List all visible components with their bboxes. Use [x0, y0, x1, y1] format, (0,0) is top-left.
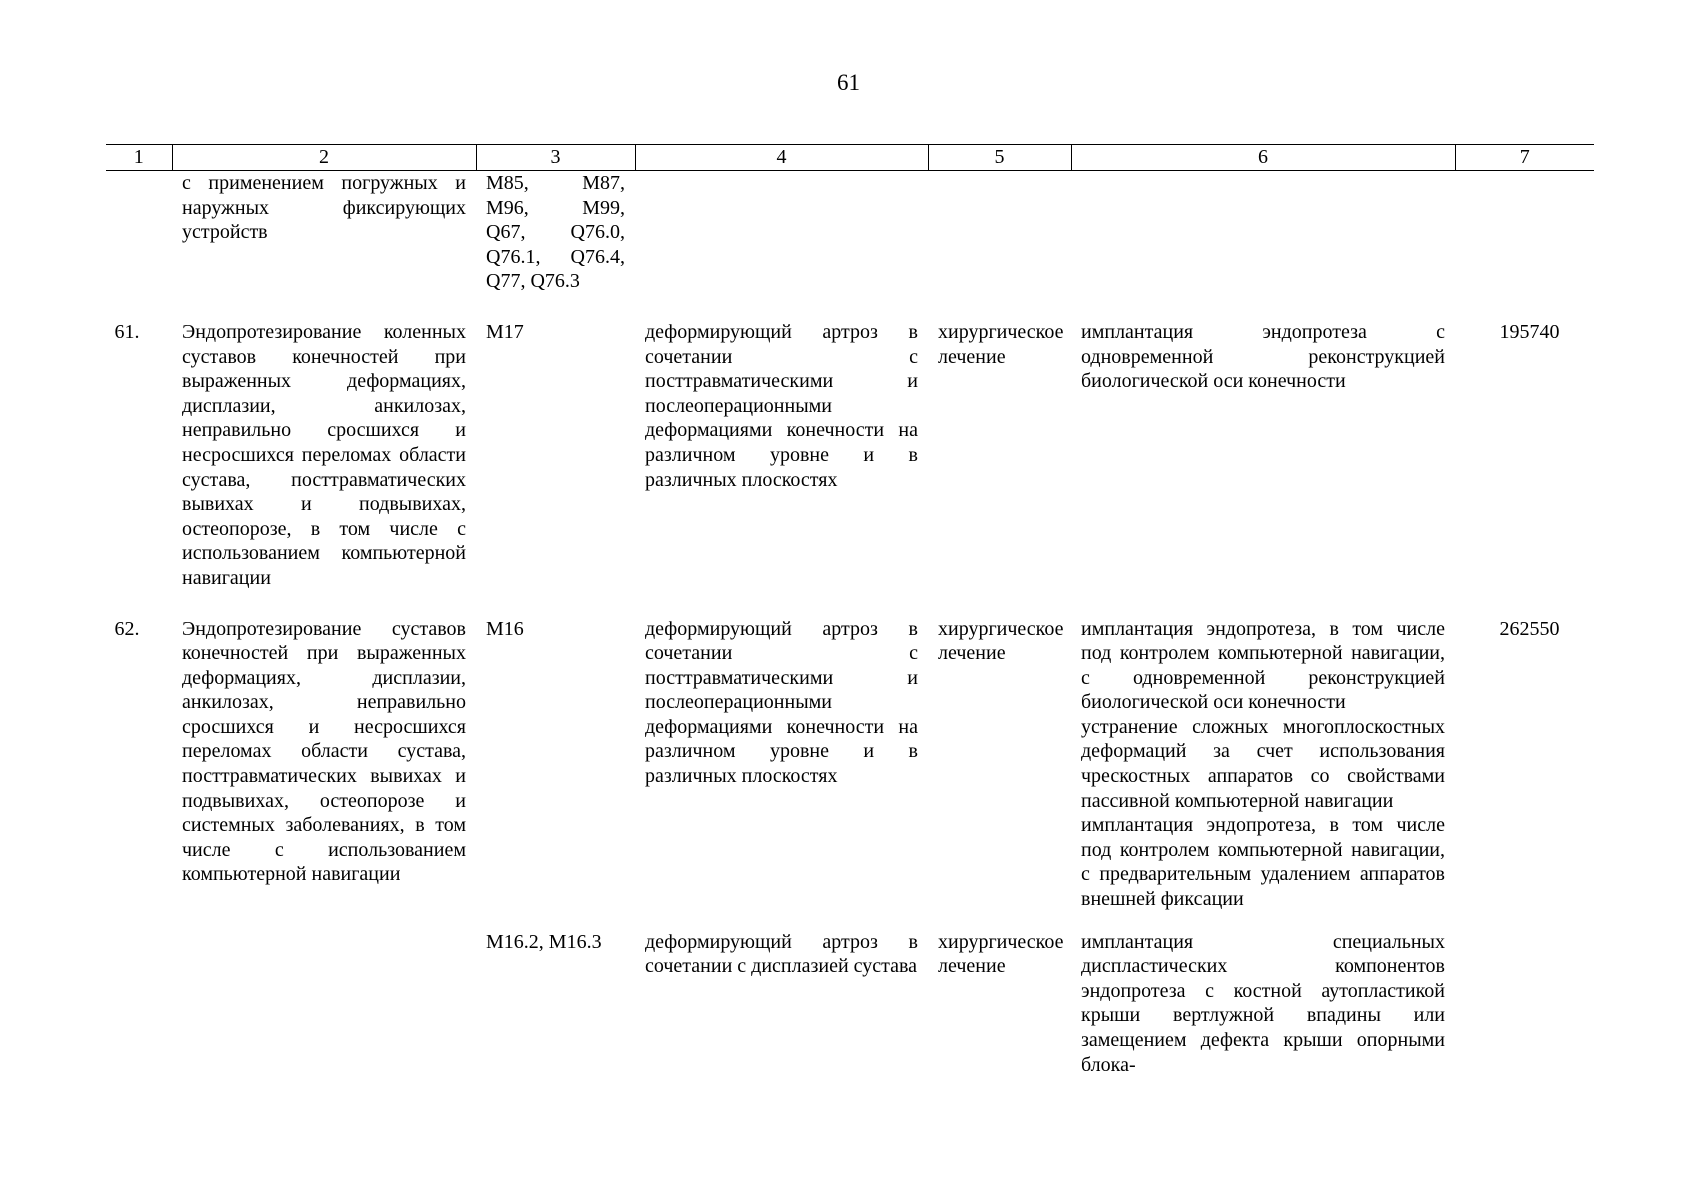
treatment-name-cell: Эндопротезирование суставов конечностей при выраженных деформациях, дисплазии, анкилозах, неправильно сросшихся и несросшихся переломах области сустава, посттравматических вывихах и подвывихах, остеопорозе и системных заболеваниях, в том числе с использованием компьютерной навигации [182, 617, 466, 886]
column-header: 1 [106, 145, 172, 171]
table-row [106, 320, 1594, 591]
column-header: 5 [928, 145, 1071, 171]
treatment-type-cell: хирургическое лечение [938, 930, 1064, 978]
method-item: имплантация эндопротеза, в том числе под контролем компьютерной навигации, с предварительным удалением аппаратов внешней фиксации [1081, 814, 1445, 911]
price-cell: 262550 [1499, 617, 1560, 640]
treatment-method-cell [1071, 617, 1455, 912]
patient-model-cell: деформирующий артроз в сочетании с дисплазией сустава [645, 930, 918, 978]
icd-code-cell: M17 [486, 320, 524, 343]
treatment-name-cell: с применением погружных и наружных фиксирующих устройств [182, 172, 466, 244]
page-number: 61 [837, 70, 860, 95]
patient-model-cell: деформирующий артроз в сочетании с посттравматическими и послеоперационными деформациями конечности на различном уровне и в различных плоскостях [645, 617, 918, 788]
table-row [106, 171, 1594, 294]
column-header: 6 [1071, 145, 1455, 171]
treatment-type-cell: хирургическое лечение [938, 320, 1064, 368]
row-number: 62. [114, 617, 140, 640]
method-item: имплантация эндопротеза, в том числе под контролем компьютерной навигации, с одновременной реконструкцией биологической оси конечности [1081, 617, 1445, 714]
column-header: 4 [635, 145, 928, 171]
treatment-name-cell: Эндопротезирование коленных суставов конечностей при выраженных деформациях, дисплазии, анкилозах, неправильно сросшихся и несросшихся переломах области сустава, посттравматических вывихах и подвывихах, остеопорозе, в том числе с использованием компьютерной навигации [182, 320, 466, 589]
patient-model-cell: деформирующий артроз в сочетании с посттравматическими и послеоперационными деформациями конечности на различном уровне и в различных плоскостях [645, 320, 918, 491]
column-header: 3 [476, 145, 635, 171]
table-header-row [106, 145, 1594, 171]
medical-care-table [106, 144, 1594, 1077]
icd-code-cell: M16.2, M16.3 [486, 930, 602, 953]
price-cell: 195740 [1499, 320, 1560, 343]
table-row [106, 930, 1594, 1078]
column-header: 7 [1455, 145, 1594, 171]
treatment-type-cell: хирургическое лечение [938, 617, 1064, 665]
row-number: 61. [114, 320, 140, 343]
treatment-method-cell: имплантация специальных диспластических компонентов эндопротеза с костной аутопластикой крыши вертлужной впадины или замещением дефекта крыши опорными блока- [1081, 930, 1445, 1076]
icd-codes-cell: M85, M87, M96, M99, Q67, Q76.0, Q76.1, Q76.4, Q77, Q76.3 [486, 172, 625, 293]
method-item: устранение сложных многоплоскостных деформаций за счет использования чрескостных аппаратов со свойствами пассивной компьютерной навигации [1081, 715, 1445, 812]
treatment-method-cell: имплантация эндопротеза с одновременной реконструкцией биологической оси конечности [1081, 320, 1445, 393]
table-row [106, 617, 1594, 912]
icd-code-cell: M16 [486, 617, 524, 640]
column-header: 2 [172, 145, 476, 171]
